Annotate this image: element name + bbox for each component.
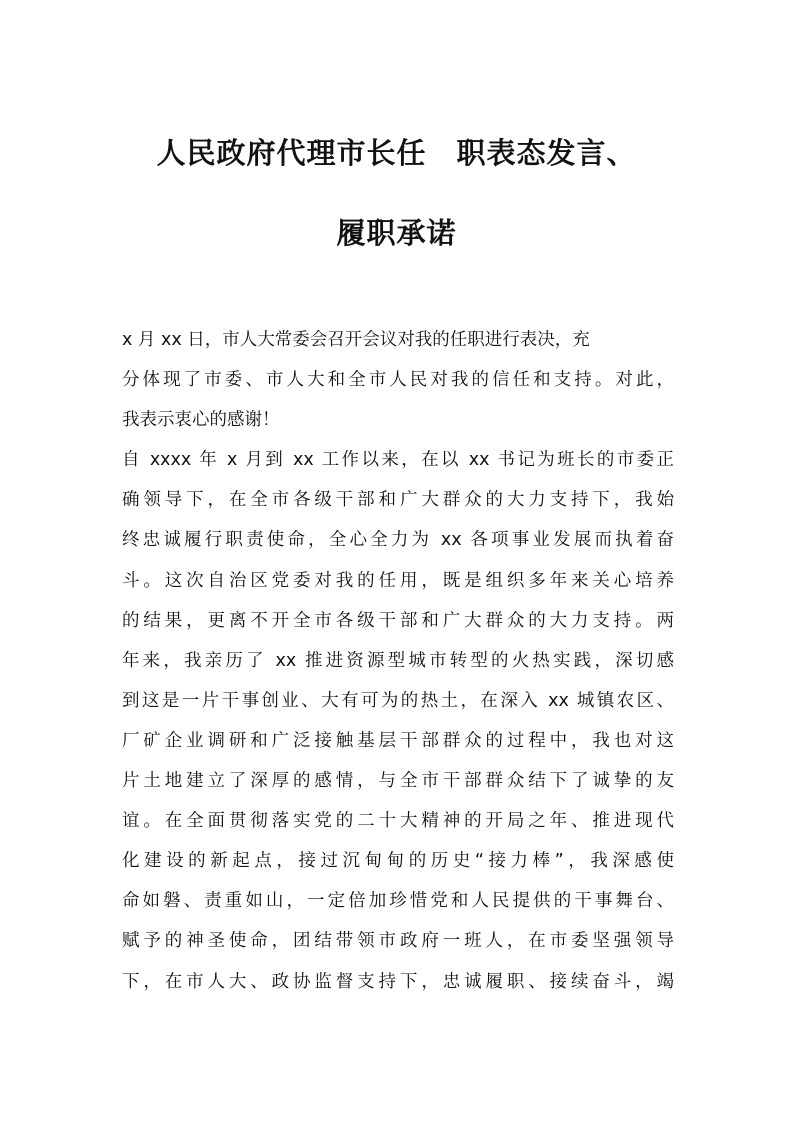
body-line: 到这是一片干事创业、大有可为的热土，在深入 xx 城镇农区、 xyxy=(122,690,674,711)
document-body xyxy=(122,320,674,1002)
body-line: 片土地建立了深厚的感情，与全市干部群众结下了诚挚的友 xyxy=(122,771,674,792)
body-line: x 月 xx 日，市人大常委会召开会议对我的任职进行表决，充 xyxy=(122,330,590,350)
body-line: 赋予的神圣使命，团结带领市政府一班人，在市委坚强领导 xyxy=(122,931,674,952)
body-line: 自 xxxx 年 x 月到 xx 工作以来，在以 xx 书记为班长的市委正 xyxy=(122,450,674,471)
body-line: 的结果，更离不开全市各级干部和广大群众的大力支持。两 xyxy=(122,610,674,631)
body-line: 厂矿企业调研和广泛接触基层干部群众的过程中，我也对这 xyxy=(122,730,674,751)
body-line: 年来，我亲历了 xx 推进资源型城市转型的火热实践，深切感 xyxy=(122,650,674,671)
body-line: 斗。这次自治区党委对我的任用，既是组织多年来关心培养 xyxy=(122,570,674,591)
body-line: 我表示衷心的感谢！ xyxy=(122,410,280,431)
body-line: 谊。在全面贯彻落实党的二十大精神的开局之年、推进现代 xyxy=(122,811,674,832)
body-line: 命如磐、责重如山，一定倍加珍惜党和人民提供的干事舞台、 xyxy=(122,891,674,912)
body-line: 下，在市人大、政协监督支持下，忠诚履职、接续奋斗，竭 xyxy=(122,971,674,992)
body-line: 终忠诚履行职责使命，全心全力为 xx 各项事业发展而执着奋 xyxy=(122,530,674,551)
body-line: 化建设的新起点，接过沉甸甸的历史“接力棒”，我深感使 xyxy=(122,851,674,872)
document-title-line-2: 履职承诺 xyxy=(336,216,457,250)
body-line: 分体现了市委、市人大和全市人民对我的信任和支持。对此， xyxy=(122,370,674,391)
document-title-line-1: 人民政府代理市长任 职表态发言、 xyxy=(156,136,637,170)
body-line: 确领导下，在全市各级干部和广大群众的大力支持下，我始 xyxy=(122,490,674,511)
